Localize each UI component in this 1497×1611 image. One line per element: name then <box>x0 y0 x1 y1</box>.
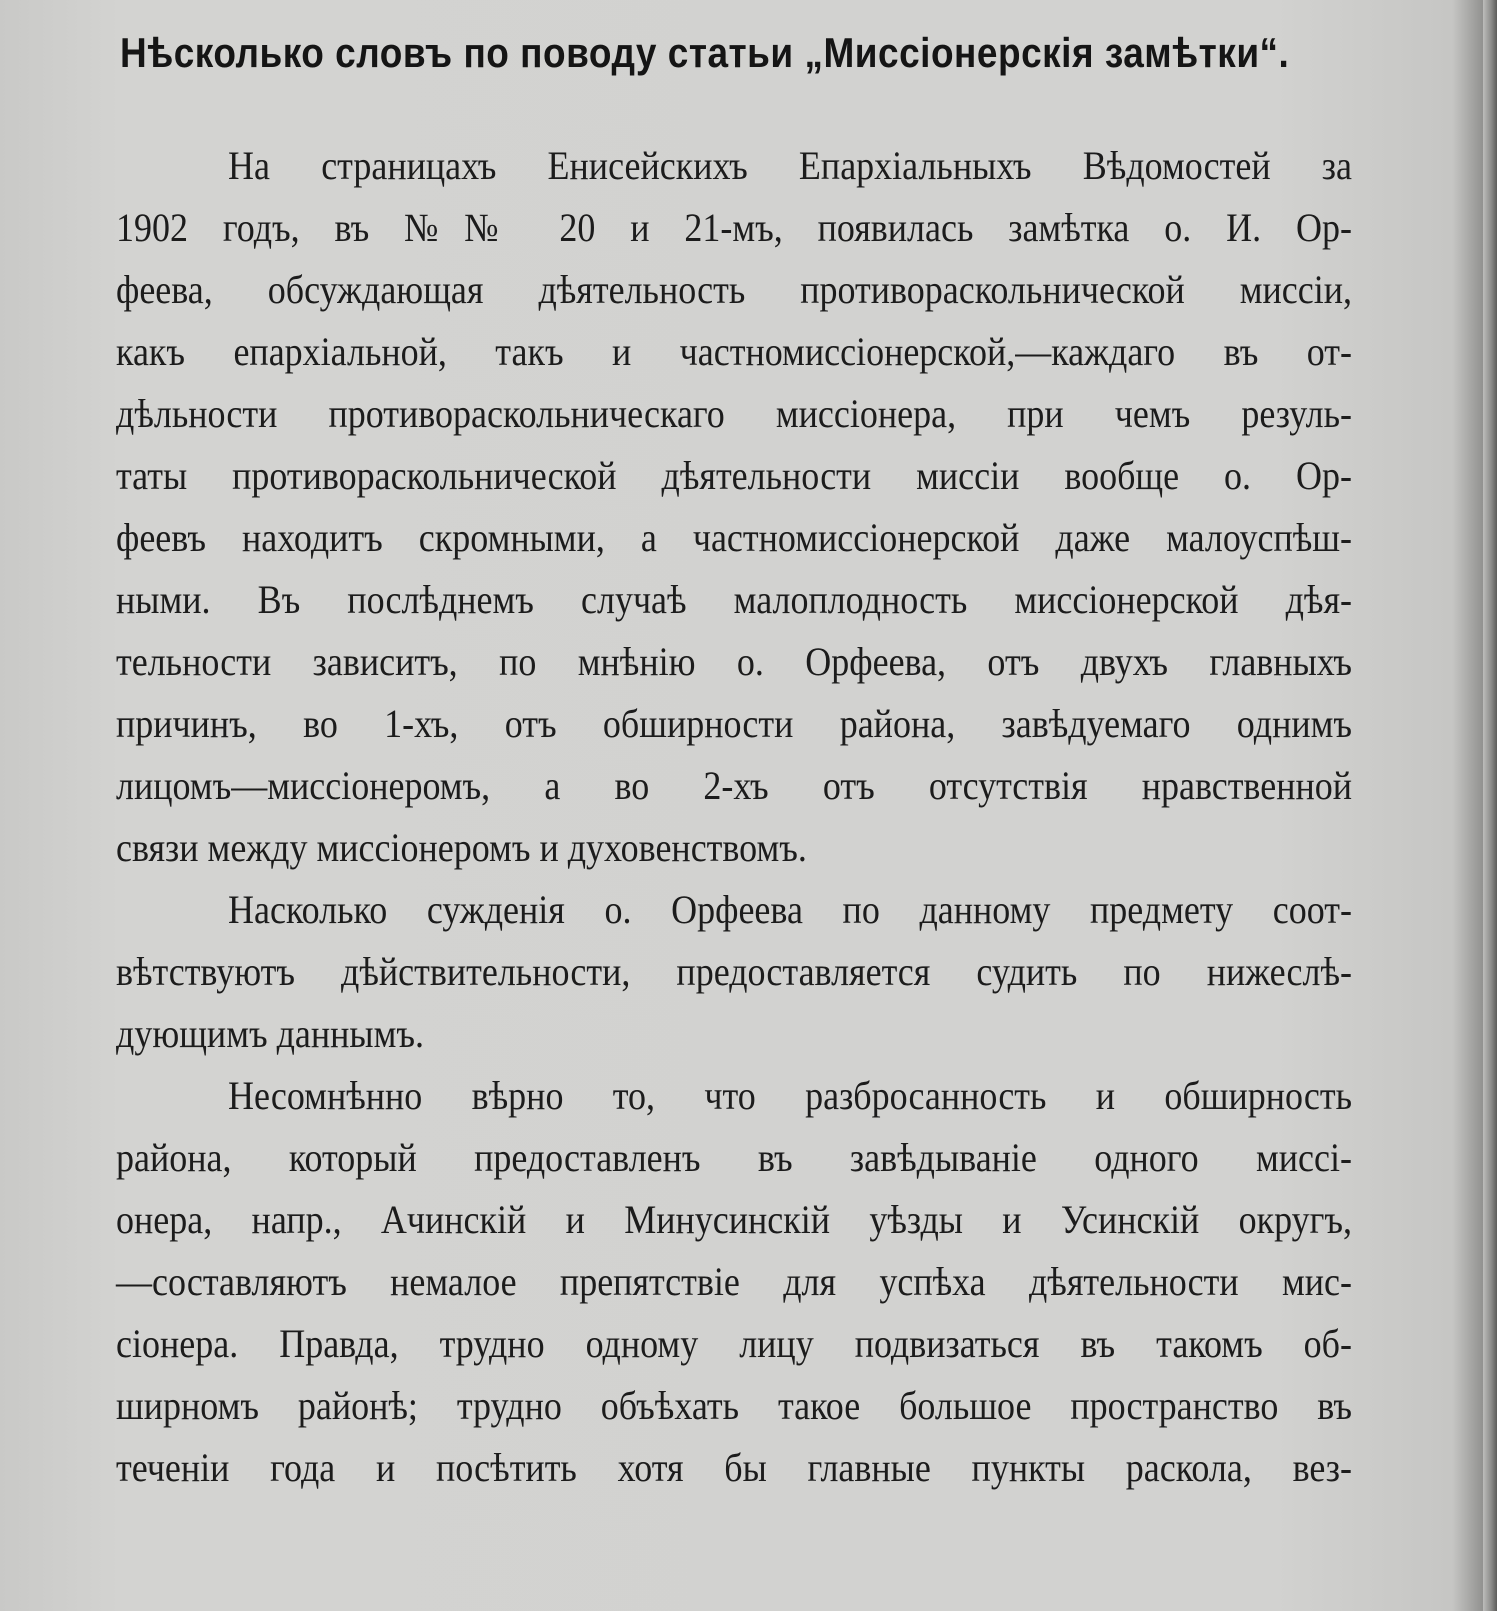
text-line: теченіи года и посѣтить хотя бы главные пункты раскола, вез- <box>116 1445 1352 1491</box>
text-line: тельности зависитъ, по мнѣнію о. Орфеева, отъ двухъ главныхъ <box>116 639 1352 685</box>
text-line: связи между миссіонеромъ и духовенствомъ. <box>116 825 807 871</box>
text-line: На страницахъ Енисейскихъ Епархіальныхъ Вѣдомостей за <box>228 143 1352 189</box>
text-line: феевъ находитъ скромными, а частномиссіонерской даже малоуспѣш- <box>116 515 1352 561</box>
text-line: причинъ, во 1-хъ, отъ обширности района, завѣдуемаго однимъ <box>116 701 1352 747</box>
text-line: района, который предоставленъ въ завѣдываніе одного миссі- <box>116 1135 1352 1181</box>
text-line: лицомъ—миссіонеромъ, а во 2-хъ отъ отсутствія нравственной <box>116 763 1352 809</box>
text-line: сіонера. Правда, трудно одному лицу подвизаться въ такомъ об- <box>116 1321 1352 1367</box>
text-line: какъ епархіальной, такъ и частномиссіонерской,—каждаго въ от- <box>116 329 1352 375</box>
text-line: Насколько сужденія о. Орфеева по данному предмету соот- <box>228 887 1352 933</box>
text-line: 1902 годъ, въ №№ 20 и 21-мъ, появилась замѣтка о. И. Ор- <box>116 205 1352 251</box>
text-line: —составляютъ немалое препятствіе для успѣха дѣятельности мис- <box>116 1259 1352 1305</box>
text-line: дующимъ даннымъ. <box>116 1011 425 1057</box>
text-line: феева, обсуждающая дѣятельность противораскольнической миссіи, <box>116 267 1352 313</box>
text-line: таты противораскольнической дѣятельности миссіи вообще о. Ор- <box>116 453 1352 499</box>
text-line: ными. Въ послѣднемъ случаѣ малоплодность миссіонерской дѣя- <box>116 577 1352 623</box>
text-line: онера, напр., Ачинскій и Минусинскій уѣзды и Усинскій округъ, <box>116 1197 1352 1243</box>
text-line: вѣтствуютъ дѣйствительности, предоставляется судить по нижеслѣ- <box>116 949 1352 995</box>
page-binding-edge <box>1483 0 1497 1611</box>
article-heading: Нѣсколько словъ по поводу статьи „Миссіонерскія замѣтки“. <box>120 30 1290 76</box>
text-line: Несомнѣнно вѣрно то, что разбросанность и обширность <box>228 1073 1352 1119</box>
text-line: дѣльности противораскольническаго миссіонера, при чемъ резуль- <box>116 391 1352 437</box>
text-line: ширномъ районѣ; трудно объѣхать такое большое пространство въ <box>116 1383 1352 1429</box>
